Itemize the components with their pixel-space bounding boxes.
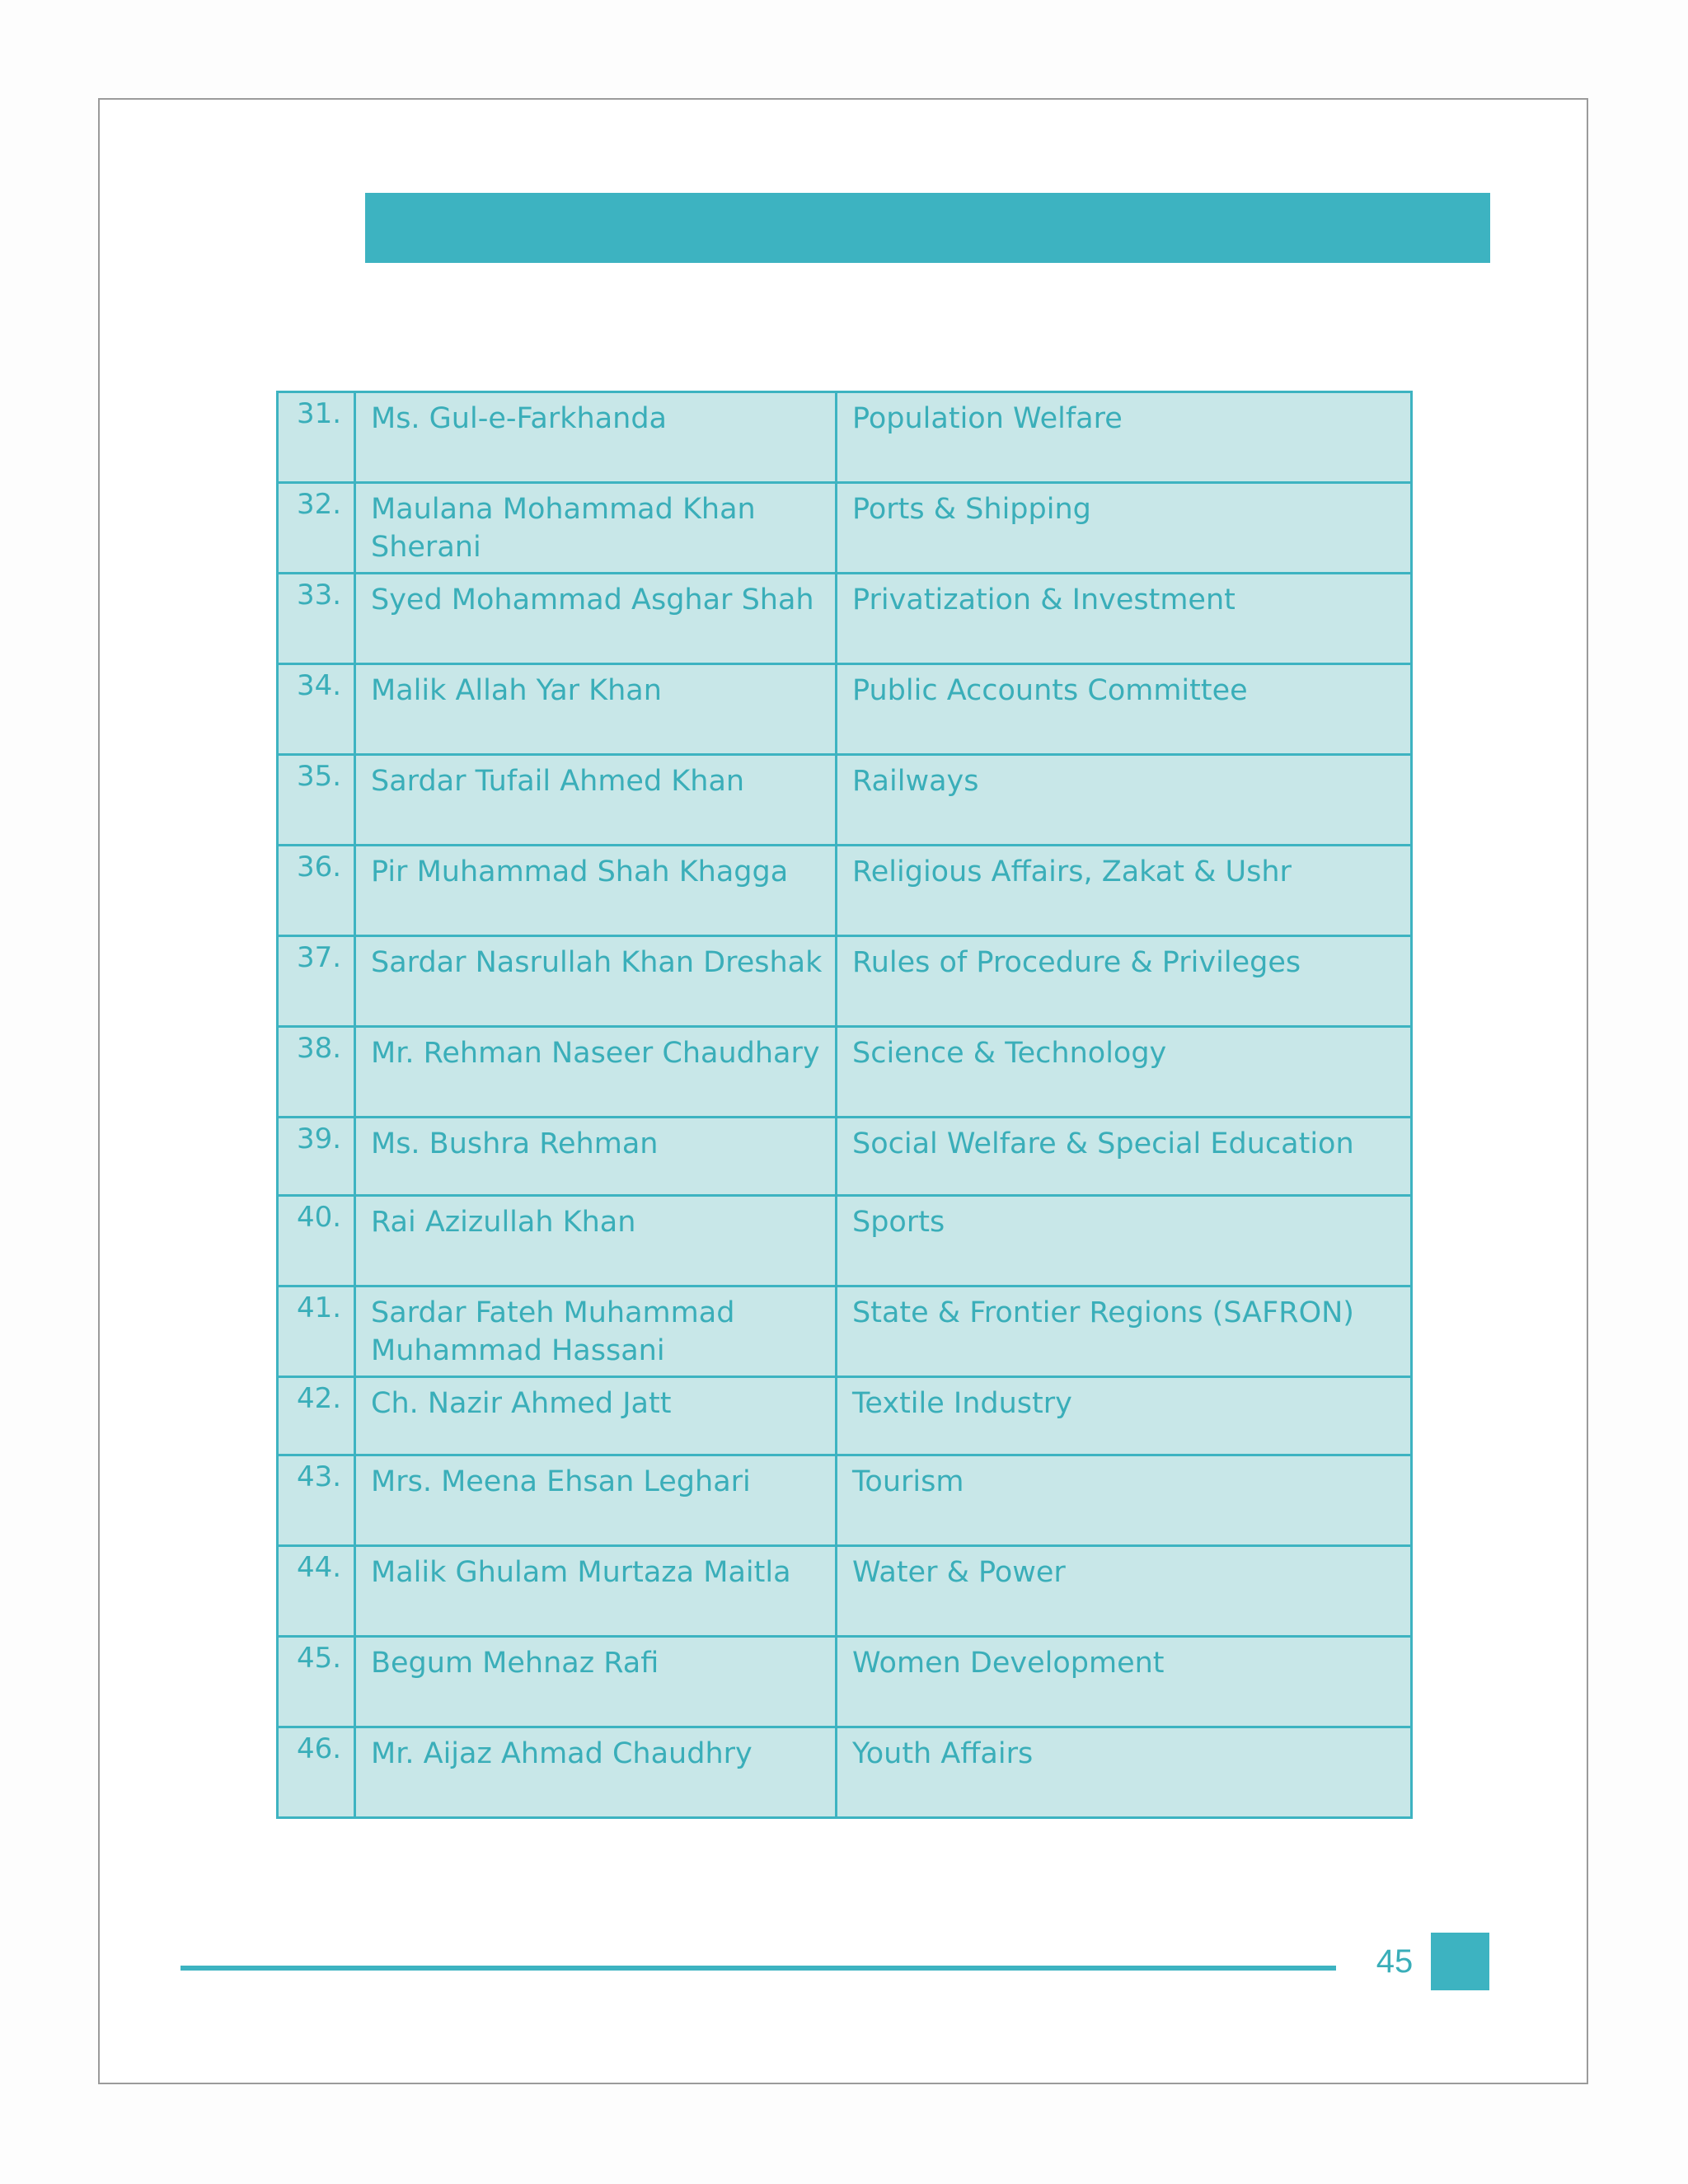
- table-row: [278, 483, 1412, 574]
- table-row: [278, 1286, 1412, 1377]
- committee-name: Sports: [837, 1196, 1412, 1286]
- footer-rule: [181, 1966, 1336, 1971]
- committee-name: Population Welfare: [837, 392, 1412, 483]
- header-bar: [365, 193, 1490, 263]
- member-name: Sardar Tufail Ahmed Khan: [355, 755, 837, 846]
- table-row: [278, 1118, 1412, 1196]
- member-name: Mrs. Meena Ehsan Leghari: [355, 1455, 837, 1546]
- row-number: 37.: [278, 936, 355, 1027]
- member-name: Maulana Mohammad Khan Sherani: [355, 483, 837, 574]
- table-row: [278, 392, 1412, 483]
- table-row: [278, 1637, 1412, 1727]
- page-number-square: [1431, 1933, 1489, 1990]
- table-row: [278, 574, 1412, 664]
- row-number: 38.: [278, 1027, 355, 1118]
- row-number: 35.: [278, 755, 355, 846]
- member-name: Sardar Nasrullah Khan Dreshak: [355, 936, 837, 1027]
- member-name: Ms. Gul-e-Farkhanda: [355, 392, 837, 483]
- table-row: [278, 755, 1412, 846]
- member-name: Syed Mohammad Asghar Shah: [355, 574, 837, 664]
- member-name: Ch. Nazir Ahmed Jatt: [355, 1377, 837, 1455]
- member-name: Malik Allah Yar Khan: [355, 664, 837, 755]
- committee-name: Rules of Procedure & Privileges: [837, 936, 1412, 1027]
- committee-name: Religious Affairs, Zakat & Ushr: [837, 846, 1412, 936]
- committee-name: Youth Affairs: [837, 1727, 1412, 1818]
- row-number: 43.: [278, 1455, 355, 1546]
- committee-name: State & Frontier Regions (SAFRON): [837, 1286, 1412, 1377]
- table-body: [278, 392, 1412, 1818]
- table-row: [278, 1455, 1412, 1546]
- table-row: [278, 664, 1412, 755]
- row-number: 41.: [278, 1286, 355, 1377]
- committee-name: Women Development: [837, 1637, 1412, 1727]
- member-name: Mr. Rehman Naseer Chaudhary: [355, 1027, 837, 1118]
- row-number: 40.: [278, 1196, 355, 1286]
- committee-name: Textile Industry: [837, 1377, 1412, 1455]
- table-row: [278, 846, 1412, 936]
- member-name: Pir Muhammad Shah Khagga: [355, 846, 837, 936]
- table-row: [278, 936, 1412, 1027]
- row-number: 34.: [278, 664, 355, 755]
- committee-name: Social Welfare & Special Education: [837, 1118, 1412, 1196]
- member-name: Malik Ghulam Murtaza Maitla: [355, 1546, 837, 1637]
- member-name: Sardar Fateh Muhammad Muhammad Hassani: [355, 1286, 837, 1377]
- members-table: [276, 391, 1413, 1819]
- row-number: 42.: [278, 1377, 355, 1455]
- row-number: 39.: [278, 1118, 355, 1196]
- row-number: 46.: [278, 1727, 355, 1818]
- table-row: [278, 1546, 1412, 1637]
- committee-name: Railways: [837, 755, 1412, 846]
- committee-name: Water & Power: [837, 1546, 1412, 1637]
- committee-name: Science & Technology: [837, 1027, 1412, 1118]
- row-number: 32.: [278, 483, 355, 574]
- table-row: [278, 1727, 1412, 1818]
- table-row: [278, 1196, 1412, 1286]
- row-number: 33.: [278, 574, 355, 664]
- row-number: 45.: [278, 1637, 355, 1727]
- member-name: Mr. Aijaz Ahmad Chaudhry: [355, 1727, 837, 1818]
- member-name: Rai Azizullah Khan: [355, 1196, 837, 1286]
- row-number: 31.: [278, 392, 355, 483]
- row-number: 36.: [278, 846, 355, 936]
- row-number: 44.: [278, 1546, 355, 1637]
- member-name: Begum Mehnaz Rafi: [355, 1637, 837, 1727]
- member-name: Ms. Bushra Rehman: [355, 1118, 837, 1196]
- page-number: 45: [1376, 1943, 1414, 1980]
- committee-name: Ports & Shipping: [837, 483, 1412, 574]
- committee-name: Tourism: [837, 1455, 1412, 1546]
- committee-name: Public Accounts Committee: [837, 664, 1412, 755]
- committee-name: Privatization & Investment: [837, 574, 1412, 664]
- table-row: [278, 1027, 1412, 1118]
- table-row: [278, 1377, 1412, 1455]
